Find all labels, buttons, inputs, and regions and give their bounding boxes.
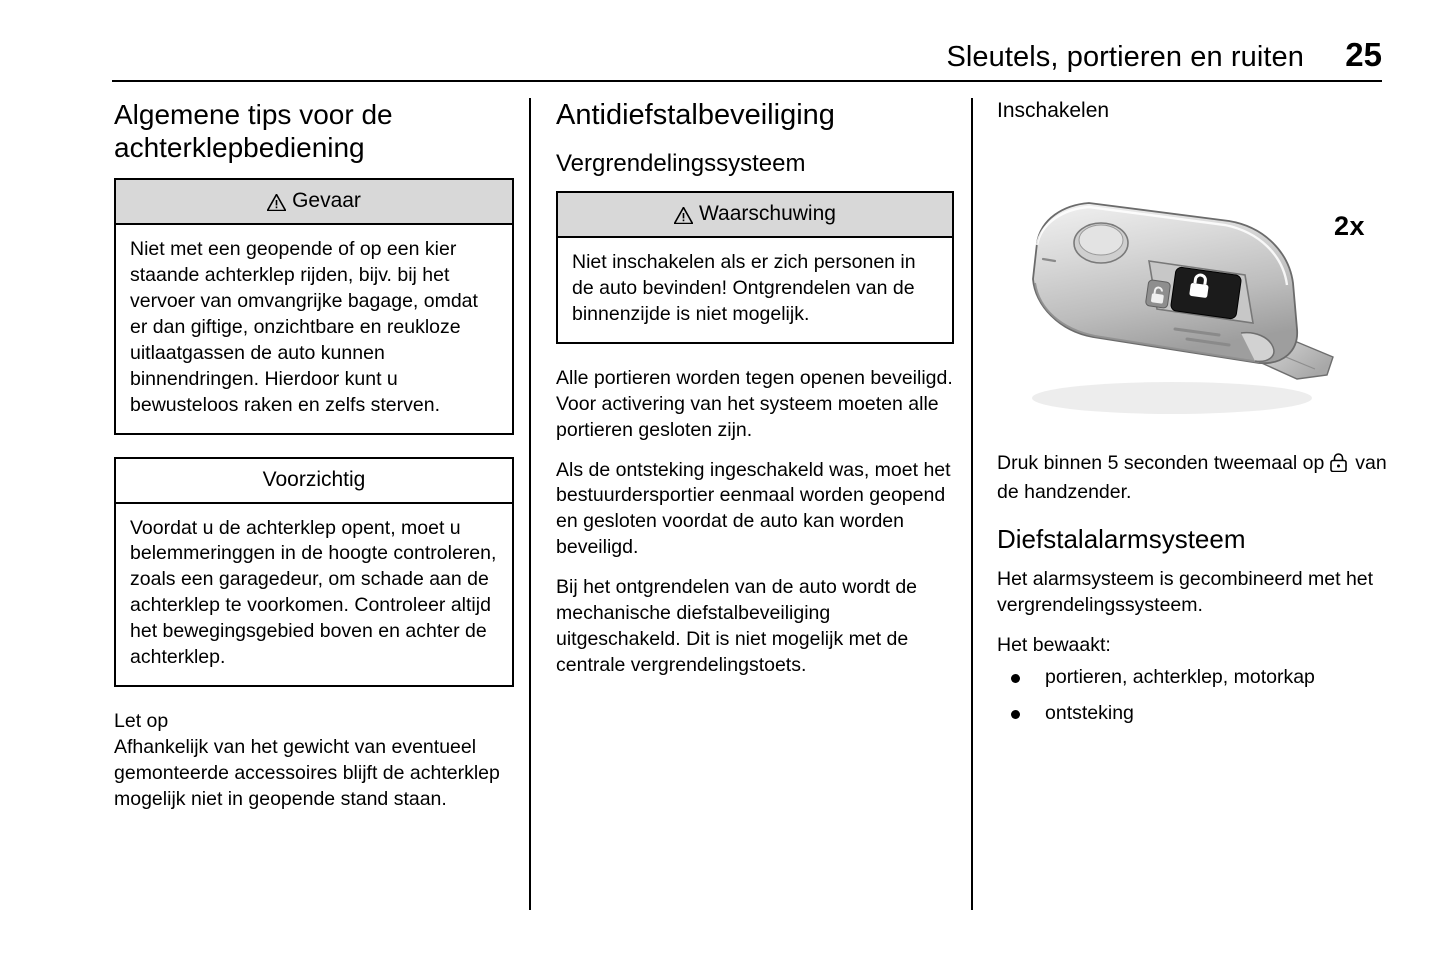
- caution-box-text: Voordat u de achterklep opent, moet u belemmeringgen in de hoogte controleren, zoals een garagedeur, om schade aan de achterklep te voorkomen. Controleer altijd het bewegingsgebied boven en achter de achterklep.: [130, 516, 497, 669]
- danger-box: [114, 178, 514, 434]
- note-text: Afhankelijk van het gewicht van eventueel gemonteerde accessoires blijft de achterklep mogelijk niet in geopende stand staan.: [114, 735, 500, 810]
- caution-box-body: [116, 504, 512, 686]
- monitors-label: Het bewaakt:: [997, 634, 1111, 657]
- list-item-label: portieren, achterklep, motorkap: [1045, 665, 1315, 688]
- warning-box: [556, 191, 954, 344]
- column-one: [114, 98, 514, 813]
- figure-annotation-2x: 2x: [1333, 211, 1365, 242]
- danger-box-body: [116, 225, 512, 432]
- danger-box-text: Niet met een geopende of op een kier staande achterklep rijden, bijv. bij het vervoer van omvangrijke bagage, omdat er dan giftige, onzichtbare en reukloze uitlaatgassen de auto kunnen binnendringen. Hierdoor kunt u bewusteloos raken en zelfs sterven.: [130, 238, 478, 416]
- header-divider: [112, 80, 1382, 82]
- section-heading-tailgate-tips: Algemene tips voor de achterklepbediening: [114, 99, 393, 164]
- page-title: Sleutels, portieren en ruiten: [946, 41, 1304, 73]
- page-number: 25: [1345, 36, 1382, 73]
- caution-box-header: [116, 459, 512, 504]
- page-header: [112, 36, 1382, 74]
- warning-box-header: [558, 193, 952, 238]
- column-divider-1: [529, 98, 531, 910]
- list-item-label: ontsteking: [1045, 701, 1134, 724]
- figure-caption: [997, 451, 1387, 506]
- paragraph-locking-2: Als de ontsteking ingeschakeld was, moet het bestuurdersportier eenmaal worden geopend en gesloten voordat de auto kan worden beveiligd.: [556, 458, 951, 559]
- section-heading-antitheft: Antidiefstalbeveiliging: [556, 99, 835, 131]
- paragraph-locking-3: Bij het ontgrendelen van de auto wordt de mechanische diefstalbeveiliging uitgeschakeld. Dit is niet mogelijk met de centrale vergrendelingstoets.: [556, 576, 918, 676]
- key-fob-illustration: [997, 133, 1387, 433]
- paragraph-locking-1: Alle portieren worden tegen openen beveiligd. Voor activering van het systeem moeten alle portieren gesloten zijn.: [556, 366, 953, 441]
- figure-caption-part1: Druk binnen 5 seconden tweemaal op: [997, 452, 1325, 475]
- warning-box-label: Waarschuwing: [699, 202, 836, 226]
- note-label: Let op: [114, 710, 169, 733]
- monitors-list: [997, 665, 1387, 727]
- section-heading-alarm: Diefstalalarmsysteem: [997, 524, 1246, 555]
- caution-box: [114, 457, 514, 688]
- danger-box-header: [116, 180, 512, 225]
- warning-triangle-icon: [674, 207, 693, 224]
- caution-box-label: Voorzichtig: [262, 467, 366, 491]
- column-divider-2: [971, 98, 973, 910]
- warning-triangle-icon: [267, 194, 286, 211]
- column-three: [997, 98, 1387, 737]
- subsection-heading-activate: Inschakelen: [997, 99, 1110, 122]
- warning-box-text: Niet inschakelen als er zich personen in de auto bevinden! Ontgrendelen van de binnenzijde is niet mogelijk.: [572, 251, 916, 325]
- warning-box-body: [558, 238, 952, 342]
- list-item: [997, 701, 1387, 727]
- list-item: [997, 665, 1387, 691]
- bullet-icon: [1011, 710, 1020, 719]
- bullet-icon: [1011, 674, 1020, 683]
- danger-box-label: Gevaar: [292, 189, 361, 213]
- subsection-heading-locking-system: Vergrendelingssysteem: [556, 150, 806, 178]
- paragraph-alarm: Het alarmsysteem is gecombineerd met het vergrendelingssysteem.: [997, 568, 1374, 617]
- figure-caption-part2: van de handzender.: [997, 452, 1387, 504]
- lock-icon: [1330, 453, 1347, 480]
- column-two: [556, 98, 954, 679]
